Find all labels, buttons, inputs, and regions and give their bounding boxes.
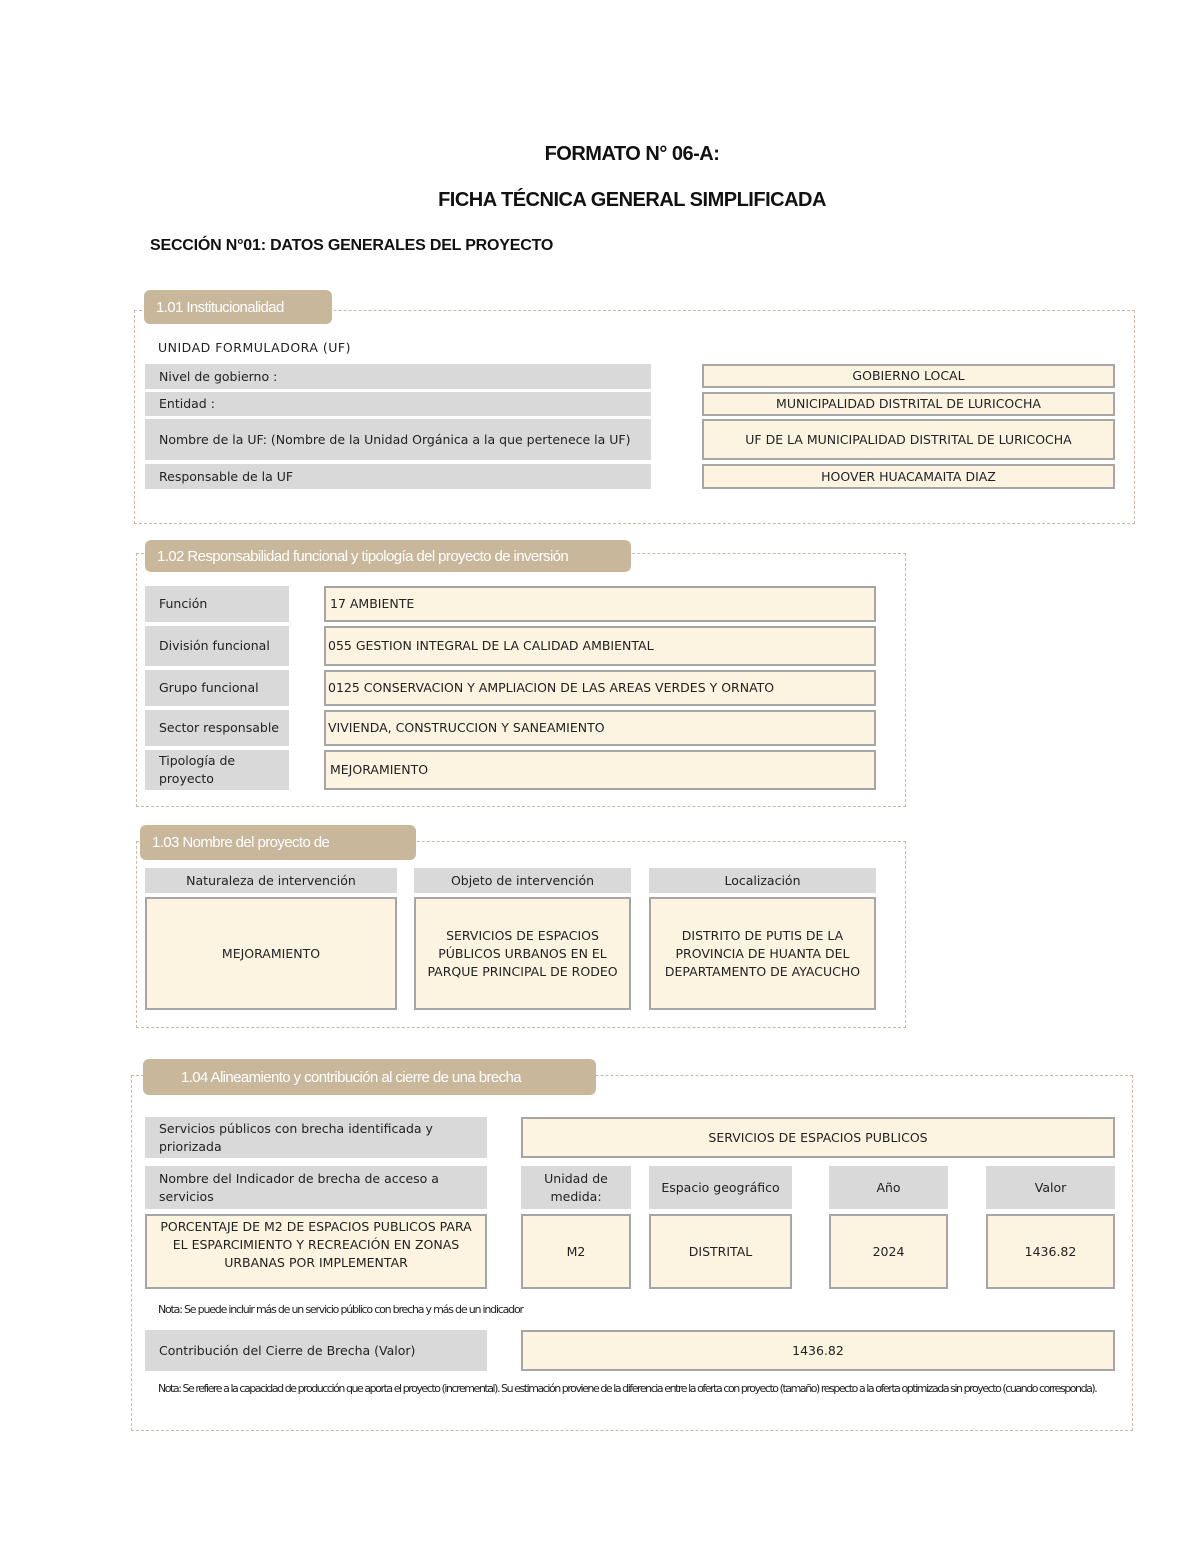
note-indicadores: Nota: Se puede incluir más de un servicio público con brecha y más de un indicador [158,1303,523,1316]
entidad-label: Entidad : [145,392,651,416]
sector-responsable-label: Sector responsable [145,710,289,746]
naturaleza-header: Naturaleza de intervención [145,868,397,893]
nombre-uf-value: UF DE LA MUNICIPALIDAD DISTRITAL DE LURICOCHA [702,419,1115,460]
grupo-funcional-label: Grupo funcional [145,670,289,706]
indicador-value: PORCENTAJE DE M2 DE ESPACIOS PUBLICOS PARA EL ESPARCIMIENTO Y RECREACIÓN EN ZONAS URBANAS POR IMPLEMENTAR [145,1214,487,1289]
responsable-uf-value: HOOVER HUACAMAITA DIAZ [702,464,1115,489]
grupo-funcional-value: 0125 CONSERVACION Y AMPLIACION DE LAS AREAS VERDES Y ORNATO [324,670,876,706]
contribucion-value: 1436.82 [521,1330,1115,1371]
espacio-header: Espacio geográfico [649,1166,792,1209]
uf-heading: UNIDAD FORMULADORA (UF) [158,340,351,355]
nombre-uf-label: Nombre de la UF: (Nombre de la Unidad Orgánica a la que pertenece la UF) [145,419,651,460]
valor-value: 1436.82 [986,1214,1115,1289]
section-101-tab: 1.01 Institucionalidad [144,290,332,324]
division-funcional-value: 055 GESTION INTEGRAL DE LA CALIDAD AMBIENTAL [324,626,876,666]
note-contribucion: Nota: Se refiere a la capacidad de producción que aporta el proyecto (incremental). Su estimación proviene de la diferencia entre la oferta con proyecto (tamaño) respecto a la oferta optimizada sin proyecto (cuando corresponda). [158,1382,1097,1395]
unidad-header: Unidad de medida: [521,1166,631,1209]
espacio-value: DISTRITAL [649,1214,792,1289]
section-102-tab: 1.02 Responsabilidad funcional y tipología del proyecto de inversión [145,540,631,572]
nivel-gobierno-value: GOBIERNO LOCAL [702,364,1115,388]
funcion-value: 17 AMBIENTE [324,586,876,622]
nivel-gobierno-label: Nivel de gobierno : [145,364,651,389]
section-103-tab: 1.03 Nombre del proyecto de [140,825,416,860]
localizacion-value: DISTRITO DE PUTIS DE LA PROVINCIA DE HUANTA DEL DEPARTAMENTO DE AYACUCHO [649,897,876,1010]
valor-header: Valor [986,1166,1115,1209]
division-funcional-label: División funcional [145,626,289,666]
page-title: FICHA TÉCNICA GENERAL SIMPLIFICADA [438,189,826,211]
indicador-label: Nombre del Indicador de brecha de acceso a servicios [145,1166,487,1209]
anio-header: Año [829,1166,948,1209]
tipologia-value: MEJORAMIENTO [324,750,876,790]
objeto-header: Objeto de intervención [414,868,631,893]
funcion-label: Función [145,586,289,622]
servicios-label: Servicios públicos con brecha identificada y priorizada [145,1117,487,1158]
section-104-tab: 1.04 Alineamiento y contribución al cierre de una brecha [143,1059,596,1095]
contribucion-label: Contribución del Cierre de Brecha (Valor) [145,1330,487,1371]
servicios-value: SERVICIOS DE ESPACIOS PUBLICOS [521,1117,1115,1158]
naturaleza-value: MEJORAMIENTO [145,897,397,1010]
format-number: FORMATO N° 06-A: [544,143,720,165]
section-title: SECCIÓN N°01: DATOS GENERALES DEL PROYECTO [150,237,554,254]
tipologia-label: Tipología de proyecto [145,750,289,790]
responsable-uf-label: Responsable de la UF [145,464,651,489]
anio-value: 2024 [829,1214,948,1289]
entidad-value: MUNICIPALIDAD DISTRITAL DE LURICOCHA [702,392,1115,416]
unidad-value: M2 [521,1214,631,1289]
objeto-value: SERVICIOS DE ESPACIOS PÚBLICOS URBANOS EN EL PARQUE PRINCIPAL DE RODEO [414,897,631,1010]
localizacion-header: Localización [649,868,876,893]
sector-responsable-value: VIVIENDA, CONSTRUCCION Y SANEAMIENTO [324,710,876,746]
